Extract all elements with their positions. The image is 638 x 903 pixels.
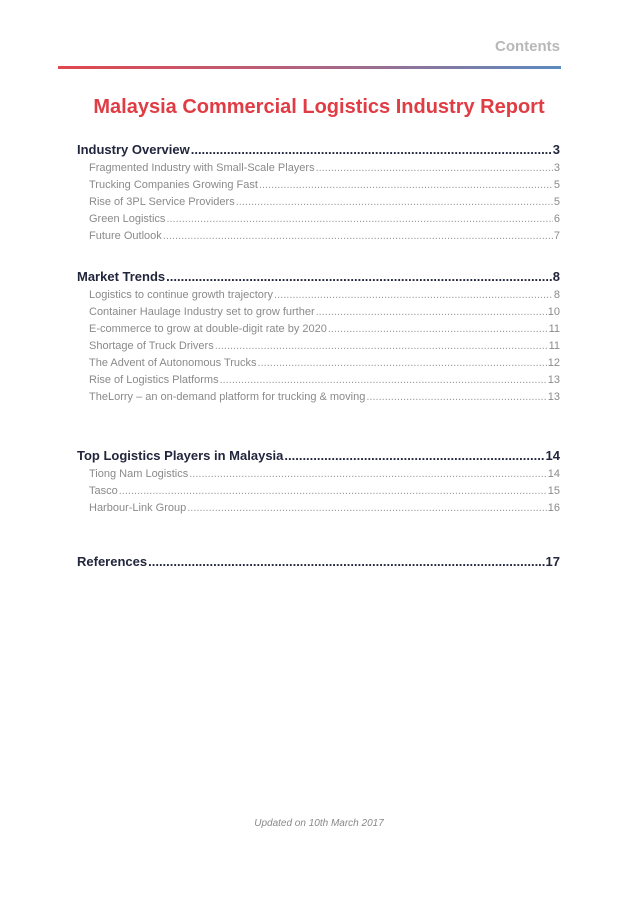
toc-entry[interactable]: Logistics to continue growth trajectory ..... 8 xyxy=(77,287,560,304)
toc-section-market-trends xyxy=(77,267,560,406)
dot-leader xyxy=(119,483,547,500)
dot-leader xyxy=(163,228,553,245)
toc-section-industry-overview xyxy=(77,140,560,245)
dot-leader xyxy=(259,177,553,194)
dot-leader xyxy=(215,338,548,355)
toc-entry[interactable]: Harbour-Link Group ..... 16 xyxy=(77,500,560,517)
dot-leader xyxy=(166,211,552,228)
dot-leader xyxy=(191,140,552,160)
dot-leader xyxy=(187,500,547,517)
toc-entry[interactable]: TheLorry – an on-demand platform for trucking & moving ..... 13 xyxy=(77,389,560,406)
dot-leader xyxy=(189,466,547,483)
updated-date: Updated on 10th March 2017 xyxy=(254,818,384,829)
dot-leader xyxy=(316,160,553,177)
dot-leader xyxy=(166,267,552,287)
toc-section-references xyxy=(77,552,560,572)
toc-entry[interactable]: Future Outlook ..... 7 xyxy=(77,228,560,245)
dot-leader xyxy=(328,321,548,338)
toc-entry[interactable]: Tiong Nam Logistics ..... 14 xyxy=(77,466,560,483)
dot-leader xyxy=(236,194,553,211)
toc-heading[interactable]: References ..... 17 xyxy=(77,552,560,572)
toc-entry[interactable]: Trucking Companies Growing Fast ..... 5 xyxy=(77,177,560,194)
toc-heading[interactable]: Industry Overview ..... 3 xyxy=(77,140,560,160)
dot-leader xyxy=(284,446,544,466)
dot-leader xyxy=(258,355,547,372)
toc-entry[interactable]: Container Haulage Industry set to grow further ..... 10 xyxy=(77,304,560,321)
toc-entry[interactable]: Green Logistics ..... 6 xyxy=(77,211,560,228)
toc-entry[interactable]: Tasco ..... 15 xyxy=(77,483,560,500)
header-divider xyxy=(58,66,561,69)
toc-entry[interactable]: Rise of Logistics Platforms ..... 13 xyxy=(77,372,560,389)
toc-section-top-logistics-players xyxy=(77,446,560,517)
dot-leader xyxy=(366,389,546,406)
toc-entry[interactable]: The Advent of Autonomous Trucks ..... 12 xyxy=(77,355,560,372)
toc-heading[interactable]: Top Logistics Players in Malaysia ..... 14 xyxy=(77,446,560,466)
report-title: Malaysia Commercial Logistics Industry Report xyxy=(93,96,545,118)
toc-heading[interactable]: Market Trends ..... 8 xyxy=(77,267,560,287)
toc-entry[interactable]: Shortage of Truck Drivers ..... 11 xyxy=(77,338,560,355)
toc-entry[interactable]: Rise of 3PL Service Providers ..... 5 xyxy=(77,194,560,211)
dot-leader xyxy=(316,304,547,321)
toc-entry[interactable]: E-commerce to grow at double-digit rate by 2020 ..... 11 xyxy=(77,321,560,338)
dot-leader xyxy=(148,552,544,572)
toc-entry[interactable]: Fragmented Industry with Small-Scale Players ..... 3 xyxy=(77,160,560,177)
dot-leader xyxy=(220,372,547,389)
dot-leader xyxy=(274,287,553,304)
contents-header: Contents xyxy=(495,38,560,55)
